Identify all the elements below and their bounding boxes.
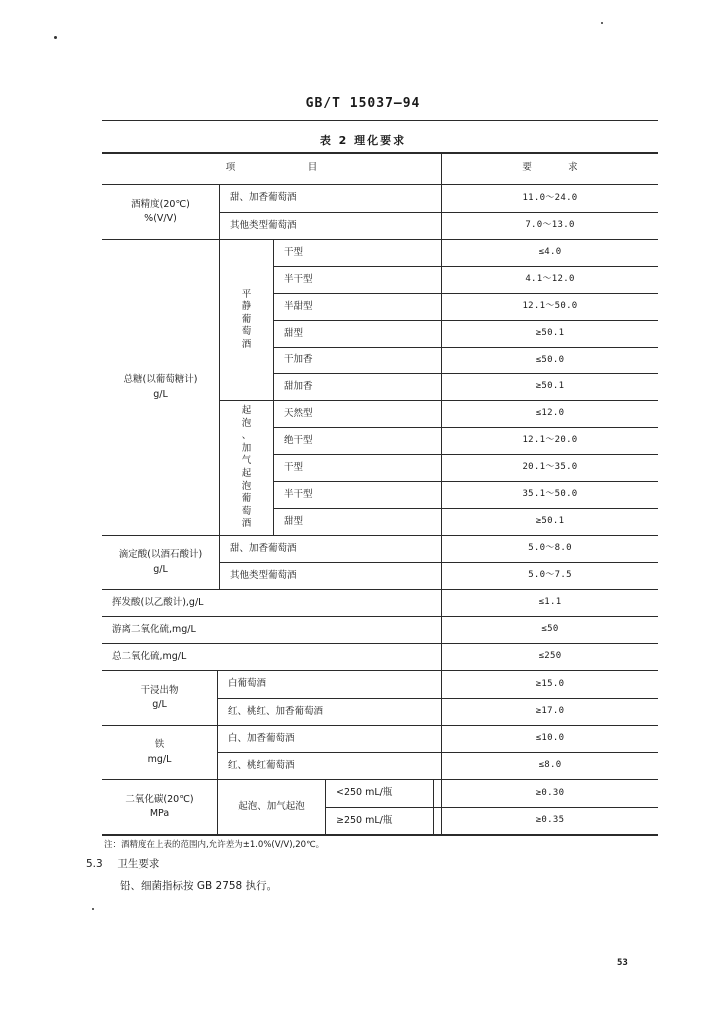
co2-row-name: <250 mL/瓶 xyxy=(336,787,393,799)
alcohol-row-sweet-name: 甜、加香葡萄酒 xyxy=(230,192,297,204)
vertical-label-char: 萄 xyxy=(241,505,252,517)
vertical-label-char: 葡 xyxy=(241,313,252,325)
acid-row-name: 甜、加香葡萄酒 xyxy=(230,542,297,554)
header-rule xyxy=(102,120,658,121)
vertical-label-char: 酒 xyxy=(241,518,252,530)
co2-label: 二氧化碳(20℃) MPa xyxy=(125,793,194,819)
iron-row-req: ≤8.0 xyxy=(538,760,562,771)
co2-sub-label: 起泡、加气起泡 xyxy=(238,800,305,812)
section-title: 卫生要求 xyxy=(117,858,160,870)
header-requirement: 要 求 xyxy=(522,162,578,174)
iron-row-req: ≤10.0 xyxy=(535,733,565,744)
extract-row-name: 红、桃红、加香葡萄酒 xyxy=(228,705,324,717)
free-so2-label: 游离二氧化硫,mg/L xyxy=(112,623,196,635)
section-heading xyxy=(86,856,159,871)
still-row-req: 4.1～12.0 xyxy=(525,274,575,285)
vertical-label-char: 泡 xyxy=(241,417,252,429)
alcohol-row-sweet-req: 11.0～24.0 xyxy=(522,192,578,203)
header-item: 项 目 xyxy=(225,162,318,174)
section-number: 5.3 xyxy=(86,858,103,870)
alcohol-label: 酒精度(20℃) %(V/V) xyxy=(131,198,190,224)
still-row-req: ≥50.1 xyxy=(535,328,565,339)
vertical-label-char: 静 xyxy=(241,301,252,313)
sparkling-row-req: 12.1～20.0 xyxy=(522,435,578,446)
co2-row-req: ≥0.30 xyxy=(535,787,565,798)
sparkling-row-req: 35.1～50.0 xyxy=(522,489,578,500)
acid-row-name: 其他类型葡萄酒 xyxy=(230,569,297,581)
vertical-label-char: 起 xyxy=(241,405,252,417)
volatile-acid-req: ≤1.1 xyxy=(538,597,562,608)
vertical-label-char: 葡 xyxy=(241,493,252,505)
still-row-req: ≤50.0 xyxy=(535,354,565,365)
alcohol-row-other-req: 7.0～13.0 xyxy=(525,220,575,231)
standard-code: GB/T 15037—94 xyxy=(305,96,421,111)
still-row-name: 半干型 xyxy=(284,273,313,285)
still-row-name: 干型 xyxy=(284,246,304,258)
page-number: 53 xyxy=(617,958,628,968)
table-title: 表 2 理化要求 xyxy=(319,134,407,147)
vertical-label-char: 酒 xyxy=(241,338,252,350)
extract-row-req: ≥17.0 xyxy=(535,706,565,717)
acid-row-req: 5.0～7.5 xyxy=(528,570,572,581)
sparkling-row-name: 天然型 xyxy=(284,407,313,419)
vertical-label-char: 起 xyxy=(241,468,252,479)
still-row-name: 干加香 xyxy=(284,354,313,366)
vertical-label-char: 泡 xyxy=(241,480,252,492)
extract-row-name: 白葡萄酒 xyxy=(228,678,267,690)
total-so2-label: 总二氧化硫,mg/L xyxy=(112,650,187,662)
sparkling-row-req: ≤12.0 xyxy=(535,408,565,419)
total-so2-req: ≤250 xyxy=(538,651,562,662)
co2-row-req: ≥0.35 xyxy=(535,815,565,826)
acid-label: 滴定酸(以酒石酸计) g/L xyxy=(118,549,203,575)
still-row-req: ≤4.0 xyxy=(538,247,562,258)
still-wine-label-text xyxy=(242,289,252,352)
table-note: 注：酒精度在上表的范围内,允许差为±1.0%(V/V),20℃。 xyxy=(104,840,325,850)
still-wine-label xyxy=(220,240,273,400)
still-row-name: 甜型 xyxy=(284,327,304,339)
free-so2-req: ≤50 xyxy=(541,624,559,635)
still-row-name: 半甜型 xyxy=(284,300,313,312)
alcohol-row-other-name: 其他类型葡萄酒 xyxy=(230,219,297,231)
volatile-acid-label: 挥发酸(以乙酸计),g/L xyxy=(112,596,204,608)
sugar-label: 总糖(以葡萄糖计) g/L xyxy=(123,374,198,400)
extract-row-req: ≥15.0 xyxy=(535,678,565,689)
still-row-name: 甜加香 xyxy=(284,380,313,392)
sparkling-row-req: ≥50.1 xyxy=(535,516,565,527)
sparkling-row-name: 半干型 xyxy=(284,488,313,500)
sparkling-wine-label-text xyxy=(242,405,252,530)
still-row-req: ≥50.1 xyxy=(535,381,565,392)
scan-speck xyxy=(601,22,603,24)
sparkling-row-req: 20.1～35.0 xyxy=(522,462,578,473)
iron-label: 铁 mg/L xyxy=(147,739,172,765)
sparkling-row-name: 绝干型 xyxy=(284,434,313,446)
vertical-label-char: 平 xyxy=(241,288,252,300)
iron-row-name: 红、桃红葡萄酒 xyxy=(228,759,295,771)
sparkling-row-name: 干型 xyxy=(284,461,304,473)
iron-row-name: 白、加香葡萄酒 xyxy=(228,732,295,744)
acid-row-req: 5.0～8.0 xyxy=(528,543,572,554)
vertical-label-char: 、 xyxy=(241,430,252,442)
scan-speck xyxy=(54,36,57,39)
vertical-label-char: 气 xyxy=(241,455,252,467)
vertical-label-char: 萄 xyxy=(241,326,252,338)
vertical-label-char: 加 xyxy=(241,442,252,454)
extract-label: 干浸出物 g/L xyxy=(140,684,179,710)
co2-row-name: ≥250 mL/瓶 xyxy=(336,814,393,826)
still-row-req: 12.1～50.0 xyxy=(522,301,578,312)
sparkling-wine-label xyxy=(220,401,273,535)
scan-speck xyxy=(92,908,94,910)
section-body: 铅、细菌指标按 GB 2758 执行。 xyxy=(120,880,278,892)
sparkling-row-name: 甜型 xyxy=(284,515,304,527)
